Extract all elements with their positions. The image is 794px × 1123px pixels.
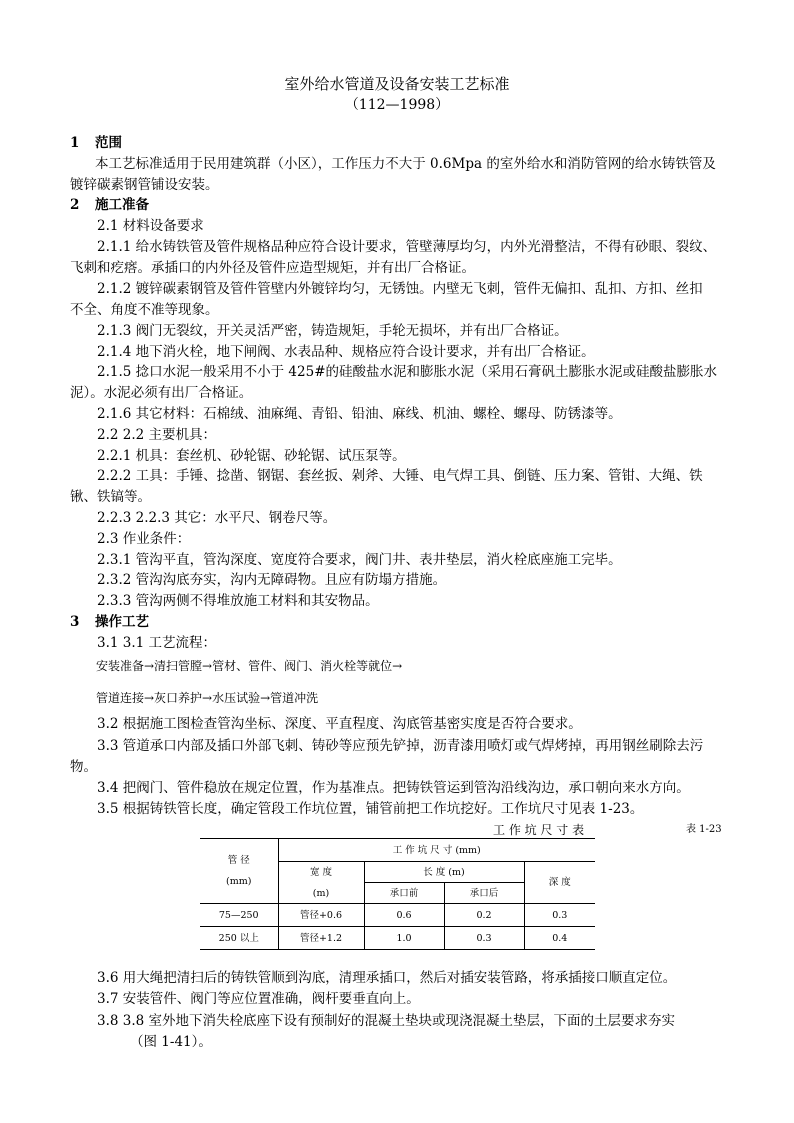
cell-front: 1.0 [364, 927, 444, 950]
clause-2-1-3: 2.1.3 阀门无裂纹，开关灵活严密，铸造规矩，手轮无损坏，并有出厂合格证。 [97, 323, 568, 339]
header-width-label: 宽 度 [309, 866, 333, 878]
clause-2-3-2: 2.3.2 管沟沟底夯实，沟内无障碍物。且应有防塌方措施。 [97, 572, 447, 588]
clause-3-8: 3.8 3.8 室外地下消失栓底座下设有预制好的混凝土垫块或现浇混凝土垫层，下面的土层要求夯实 [97, 1013, 676, 1029]
doc-title: 室外给水管道及设备安装工艺标准 [284, 75, 510, 93]
table-number: 表 1-23 [686, 824, 722, 835]
cell-depth: 0.4 [524, 927, 595, 950]
clause-2-1-2-cont: 不全、角度不准等现象。 [70, 302, 219, 318]
clause-2-1-2: 2.1.2 镀锌碳素钢管及管件管壁内外镀锌均匀，无锈蚀。内壁无飞刺，管件无偏扣、乱扣、方扣、丝扣 [97, 281, 703, 297]
clause-2-3: 2.3 作业条件： [97, 531, 191, 547]
section-2-heading: 施工准备 [95, 197, 149, 213]
process-flow-line-1: 安装准备→清扫管膛→管材、管件、阀门、消火栓等就位→ [96, 659, 403, 673]
clause-2-1-4: 2.1.4 地下消火栓，地下闸阀、水表品种、规格应符合设计要求，并有出厂合格证。 [97, 344, 595, 360]
clause-2-1: 2.1 材料设备要求 [97, 218, 204, 234]
clause-2-2-3: 2.2.3 2.2.3 其它：水平尺、钢卷尺等。 [97, 510, 337, 526]
cell-width: 管径+0.6 [278, 904, 364, 927]
header-diameter-unit: (mm) [226, 876, 252, 887]
cell-depth: 0.3 [524, 904, 595, 927]
clause-3-8-cont: （图 1-41）。 [130, 1034, 212, 1050]
clause-3-7: 3.7 安装管件、阀门等应位置准确，阀杆要垂直向上。 [97, 991, 420, 1007]
header-pit-size: 工 作 坑 尺 寸 (mm) [278, 839, 595, 862]
clause-3-1: 3.1 3.1 工艺流程： [97, 635, 217, 651]
table-caption: 工 作 坑 尺 寸 表 [493, 823, 585, 837]
clause-2-2: 2.2 2.2 主要机具： [97, 427, 217, 443]
work-pit-size-table [200, 838, 595, 950]
header-length: 长 度 (m) [364, 862, 524, 883]
section-1-number: 1 [70, 135, 80, 151]
clause-2-2-1: 2.2.1 机具：套丝机、砂轮锯、砂轮锯、试压泵等。 [97, 448, 406, 464]
header-back: 承口后 [444, 883, 524, 904]
clause-2-1-5: 2.1.5 捻口水泥一般采用不小于 425#的硅酸盐水泥和膨胀水泥（采用石膏矾土膨胀水泥或硅酸盐膨胀水 [97, 364, 718, 380]
process-flow-line-2: 管道连接→灰口养护→水压试验→管道冲洗 [96, 691, 319, 705]
section-3-number: 3 [70, 614, 80, 630]
cell-back: 0.3 [444, 927, 524, 950]
clause-2-2-2: 2.2.2 工具：手锤、捻凿、钢锯、套丝扳、剁斧、大锤、电气焊工具、倒链、压力案、管钳、大绳、铁 [97, 468, 703, 484]
section-1-heading: 范围 [95, 135, 122, 151]
section-1-paragraph-cont: 镀锌碳素钢管铺设安装。 [70, 177, 219, 193]
clause-3-5: 3.5 根据铸铁管长度，确定管段工作坑位置，铺管前把工作坑挖好。工作坑尺寸见表 1-23。 [97, 801, 644, 817]
clause-2-2-2-cont: 锹、铁镐等。 [70, 489, 151, 505]
clause-2-3-1: 2.3.1 管沟平直，管沟深度、宽度符合要求，阀门井、表井垫层，消火栓底座施工完毕。 [97, 552, 622, 568]
clause-2-1-6: 2.1.6 其它材料：石棉绒、油麻绳、青铅、铅油、麻线、机油、螺栓、螺母、防锈漆等。 [97, 406, 622, 422]
clause-3-2: 3.2 根据施工图检查管沟坐标、深度、平直程度、沟底管基密实度是否符合要求。 [97, 716, 582, 732]
section-1-paragraph: 本工艺标准适用于民用建筑群（小区），工作压力不大于 0.6Mpa 的室外给水和消防管网的给水铸铁管及 [95, 156, 716, 172]
cell-diameter: 250 以上 [200, 927, 278, 950]
cell-back: 0.2 [444, 904, 524, 927]
clause-2-1-1: 2.1.1 给水铸铁管及管件规格品种应符合设计要求，管壁薄厚均匀，内外光滑整洁，不得有砂眼、裂纹、 [97, 239, 717, 255]
header-width-unit: (m) [312, 887, 330, 899]
section-3-heading: 操作工艺 [95, 614, 149, 630]
cell-width: 管径+1.2 [278, 927, 364, 950]
header-diameter [200, 839, 278, 904]
header-depth: 深 度 [524, 862, 595, 904]
clause-2-1-1-cont: 飞刺和疙瘩。承插口的内外径及管件应造型规矩，并有出厂合格证。 [70, 260, 475, 276]
header-diameter-label: 管 径 [227, 855, 250, 866]
clause-2-3-3: 2.3.3 管沟两侧不得堆放施工材料和其安物品。 [97, 593, 379, 609]
cell-front: 0.6 [364, 904, 444, 927]
header-front: 承口前 [364, 883, 444, 904]
clause-3-3: 3.3 管道承口内部及插口外部飞刺、铸砂等应预先铲掉，沥青漆用喷灯或气焊烤掉，再用钢丝刷除去污 [97, 738, 704, 754]
clause-2-1-5-cont: 泥）。水泥必须有出厂合格证。 [70, 385, 253, 401]
table-row [200, 904, 595, 927]
doc-subtitle: （112—1998） [344, 97, 450, 113]
section-2-number: 2 [70, 197, 80, 213]
table-row [200, 927, 595, 950]
header-width [278, 862, 364, 904]
clause-3-4: 3.4 把阀门、管件稳放在规定位置，作为基准点。把铸铁管运到管沟沿线沟边，承口朝向来水方向。 [97, 780, 690, 796]
clause-3-3-cont: 物。 [70, 759, 97, 775]
cell-diameter: 75—250 [200, 904, 278, 927]
clause-3-6: 3.6 用大绳把清扫后的铸铁管顺到沟底，清理承插口，然后对插安装管路，将承插接口顺直定位。 [97, 970, 677, 986]
